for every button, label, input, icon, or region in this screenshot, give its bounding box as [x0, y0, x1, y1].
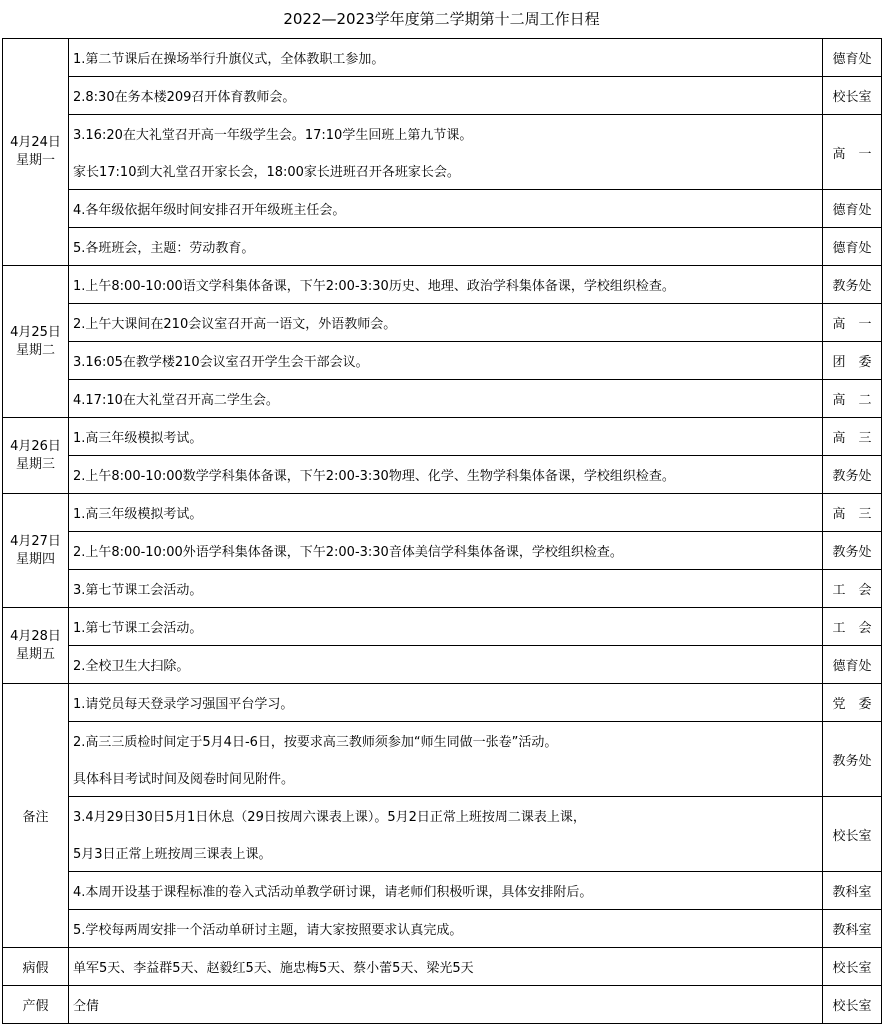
day-row [3, 77, 882, 115]
item-text: 4.各年级依据年级时间安排召开年级班主任会。 [69, 190, 823, 228]
item-text: 3.4月29日30日5月1日休息（29日按周六课表上课）。5月2日正常上班按周二课表上课， [69, 797, 823, 835]
department-cell: 高 三 [823, 418, 882, 456]
day-weekday: 星期五 [15, 646, 55, 662]
department-cell: 教科室 [823, 910, 882, 948]
department-cell: 高 三 [823, 494, 882, 532]
day-cell [3, 608, 69, 684]
day-weekday: 星期三 [15, 456, 55, 472]
day-date: 4月24日 [10, 135, 61, 150]
item-text: 3.16:05在教学楼210会议室召开学生会干部会议。 [69, 342, 823, 380]
schedule-body [3, 39, 882, 1024]
department-cell: 团 委 [823, 342, 882, 380]
department-cell: 校长室 [823, 797, 882, 872]
item-text: 2.高三三质检时间定于5月4日-6日，按要求高三教师须参加“师生同做一张卷”活动。 [69, 722, 823, 760]
day-weekday: 星期四 [15, 551, 55, 567]
day-date: 4月28日 [10, 628, 61, 644]
notes-row [3, 910, 882, 948]
day-row [3, 456, 882, 494]
day-cell [3, 266, 69, 418]
day-row [3, 418, 882, 456]
day-date: 4月26日 [10, 438, 61, 454]
item-text: 1.上午8:00-10:00语文学科集体备课，下午2:00-3:30历史、地理、政治学科集体备课，学校组织检查。 [69, 266, 823, 304]
day-row [3, 152, 882, 190]
item-text: 2.全校卫生大扫除。 [69, 646, 823, 684]
day-weekday: 星期二 [15, 342, 55, 358]
item-text: 3.第七节课工会活动。 [69, 570, 823, 608]
department-cell: 校长室 [823, 77, 882, 115]
notes-row [3, 872, 882, 910]
item-text: 2.8:30在务本楼209召开体育教师会。 [69, 77, 823, 115]
day-cell [3, 418, 69, 494]
item-text: 5.各班班会，主题：劳动教育。 [69, 228, 823, 266]
item-text: 4.本周开设基于课程标准的卷入式活动单教学研讨课，请老师们积极听课，具体安排附后。 [69, 872, 823, 910]
sick-leave-label: 病假 [3, 948, 69, 986]
day-cell [3, 39, 69, 266]
item-text: 2.上午8:00-10:00数学学科集体备课，下午2:00-3:30物理、化学、生物学科集体备课，学校组织检查。 [69, 456, 823, 494]
item-text: 2.上午大课间在210会议室召开高一语文，外语教师会。 [69, 304, 823, 342]
department-cell: 校长室 [823, 948, 882, 986]
department-cell: 校长室 [823, 986, 882, 1024]
day-cell [3, 494, 69, 608]
day-row [3, 342, 882, 380]
department-cell: 教务处 [823, 266, 882, 304]
item-text: 1.高三年级模拟考试。 [69, 494, 823, 532]
page-title: 2022—2023学年度第二学期第十二周工作日程 [283, 10, 600, 28]
notes-row [3, 834, 882, 872]
notes-row [3, 722, 882, 760]
day-row [3, 532, 882, 570]
department-cell: 工 会 [823, 608, 882, 646]
day-weekday: 星期一 [15, 153, 55, 168]
item-text: 5月3日正常上班按周三课表上课。 [69, 834, 823, 872]
department-cell: 教科室 [823, 872, 882, 910]
department-cell: 德育处 [823, 646, 882, 684]
day-row [3, 608, 882, 646]
department-cell: 党 委 [823, 684, 882, 722]
department-cell: 高 一 [823, 304, 882, 342]
department-cell: 高 一 [823, 115, 882, 190]
day-date: 4月25日 [10, 324, 61, 340]
item-text: 1.高三年级模拟考试。 [69, 418, 823, 456]
day-row [3, 190, 882, 228]
item-text: 1.第七节课工会活动。 [69, 608, 823, 646]
item-text: 5.学校每两周安排一个活动单研讨主题，请大家按照要求认真完成。 [69, 910, 823, 948]
item-text: 1.第二节课后在操场举行升旗仪式，全体教职工参加。 [69, 39, 823, 77]
day-row [3, 266, 882, 304]
item-text: 家长17:10到大礼堂召开家长会，18:00家长进班召开各班家长会。 [69, 152, 823, 190]
item-text: 4.17:10在大礼堂召开高二学生会。 [69, 380, 823, 418]
maternity-leave-label: 产假 [3, 986, 69, 1024]
item-text: 1.请党员每天登录学习强国平台学习。 [69, 684, 823, 722]
sick-leave-row [3, 948, 882, 986]
day-row [3, 115, 882, 153]
notes-row [3, 797, 882, 835]
day-row [3, 39, 882, 77]
department-cell: 教务处 [823, 456, 882, 494]
sick-leave-content: 单军5天、李益群5天、赵毅红5天、施忠梅5天、蔡小蕾5天、梁光5天 [69, 948, 823, 986]
day-row [3, 646, 882, 684]
department-cell: 德育处 [823, 190, 882, 228]
department-cell: 德育处 [823, 228, 882, 266]
day-row [3, 228, 882, 266]
maternity-leave-row [3, 986, 882, 1024]
notes-row [3, 759, 882, 797]
department-cell: 德育处 [823, 39, 882, 77]
department-cell: 教务处 [823, 532, 882, 570]
item-text: 具体科目考试时间及阅卷时间见附件。 [69, 759, 823, 797]
department-cell: 高 二 [823, 380, 882, 418]
notes-row [3, 684, 882, 722]
day-row [3, 380, 882, 418]
notes-label: 备注 [3, 684, 69, 948]
maternity-leave-content: 仝倩 [69, 986, 823, 1024]
day-row [3, 494, 882, 532]
department-cell: 工 会 [823, 570, 882, 608]
day-row [3, 304, 882, 342]
item-text: 2.上午8:00-10:00外语学科集体备课，下午2:00-3:30音体美信学科集体备课，学校组织检查。 [69, 532, 823, 570]
day-date: 4月27日 [10, 533, 61, 549]
item-text: 3.16:20在大礼堂召开高一年级学生会。17:10学生回班上第九节课。 [69, 115, 823, 153]
department-cell: 教务处 [823, 722, 882, 797]
day-row [3, 570, 882, 608]
schedule-table [2, 38, 882, 1024]
